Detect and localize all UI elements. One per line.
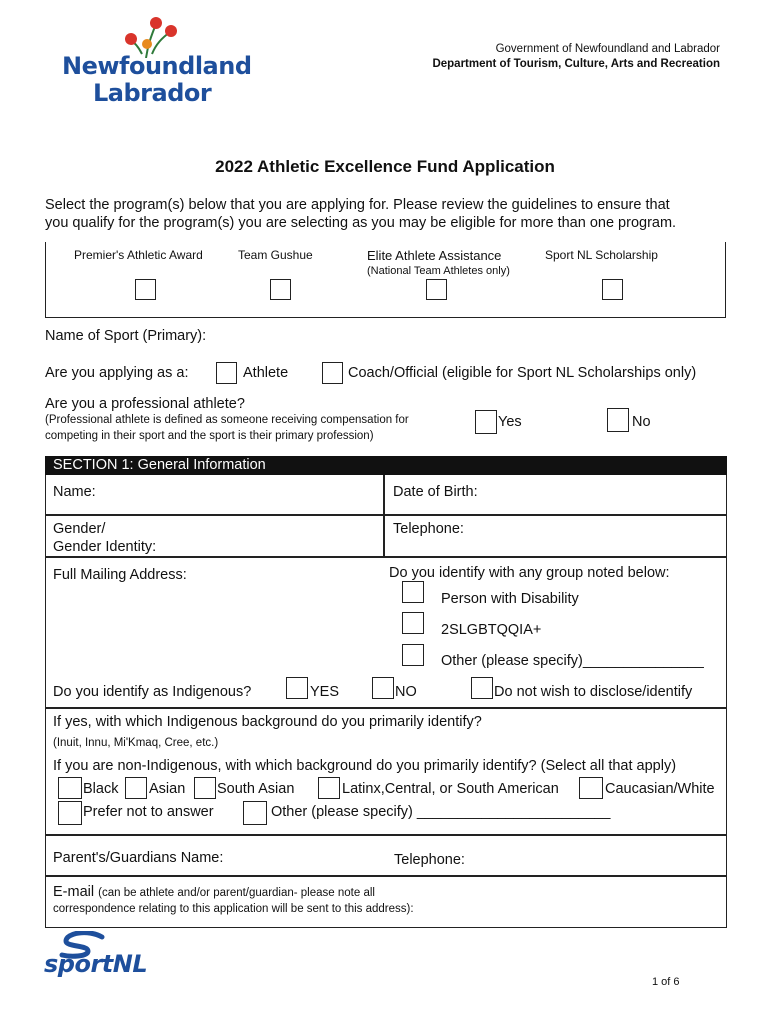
gender-label-line1: Gender/ bbox=[53, 521, 106, 537]
telephone-field-label: Telephone: bbox=[393, 521, 464, 537]
nonindigenous-question: If you are non-Indigenous, with which background do you primarily identify? (Select all that apply) bbox=[53, 758, 677, 774]
indigenous-nodisclose-checkbox[interactable] bbox=[471, 677, 493, 699]
email-label-line bbox=[53, 884, 375, 900]
other-background-label: Other (please specify) ________________________ bbox=[271, 804, 611, 820]
asian-label: Asian bbox=[149, 781, 186, 797]
indigenous-background-note: (Inuit, Innu, Mi'Kmaq, Cree, etc.) bbox=[53, 737, 219, 749]
athlete-label: Athlete bbox=[243, 365, 289, 381]
2slgbtqqia-checkbox[interactable] bbox=[402, 612, 424, 634]
professional-yes-checkbox[interactable] bbox=[475, 410, 497, 434]
government-name: Government of Newfoundland and Labrador bbox=[495, 43, 720, 55]
south-asian-label: South Asian bbox=[217, 781, 295, 797]
form-title: 2022 Athletic Excellence Fund Application bbox=[215, 157, 555, 176]
program-team-gushue-label: Team Gushue bbox=[238, 248, 313, 262]
section1-title: SECTION 1: General Information bbox=[53, 457, 266, 473]
south-asian-checkbox[interactable] bbox=[194, 777, 216, 799]
indigenous-background-question: If yes, with which Indigenous background do you primarily identify? bbox=[53, 714, 482, 730]
program-premiers-label: Premier's Athletic Award bbox=[74, 248, 203, 262]
email-note-line1: (can be athlete and/or parent/guardian- please note all bbox=[98, 887, 375, 899]
group-question: Do you identify with any group noted below: bbox=[389, 565, 670, 581]
other-group-label: Other (please specify)_______________ bbox=[441, 653, 704, 669]
professional-no-label: No bbox=[632, 414, 651, 430]
disability-checkbox[interactable] bbox=[402, 581, 424, 603]
sport-primary-label: Name of Sport (Primary): bbox=[45, 328, 207, 344]
guardian-name-label: Parent's/Guardians Name: bbox=[53, 850, 224, 866]
disability-label: Person with Disability bbox=[441, 591, 579, 607]
section1-header bbox=[45, 456, 727, 475]
other-background-checkbox[interactable] bbox=[243, 801, 267, 825]
black-label: Black bbox=[83, 781, 119, 797]
latinx-label: Latinx,Central, or South American bbox=[342, 781, 559, 797]
program-elite-label: Elite Athlete Assistance bbox=[367, 248, 502, 263]
indigenous-yes-label: YES bbox=[310, 684, 340, 700]
email-label: E-mail bbox=[53, 884, 95, 900]
indigenous-yes-checkbox[interactable] bbox=[286, 677, 308, 699]
intro-text-line1: Select the program(s) below that you are applying for. Please review the guidelines to ensure that bbox=[45, 197, 670, 213]
logo-text-newfoundland: Newfoundland bbox=[62, 52, 252, 80]
address-field-label: Full Mailing Address: bbox=[53, 567, 187, 583]
caucasian-label: Caucasian/White bbox=[605, 781, 715, 797]
email-note-line2: correspondence relating to this application will be sent to this address): bbox=[53, 903, 414, 915]
program-sportnl-label: Sport NL Scholarship bbox=[545, 248, 658, 262]
program-sportnl-checkbox[interactable] bbox=[602, 279, 623, 300]
program-premiers-checkbox[interactable] bbox=[135, 279, 156, 300]
program-elite-sublabel: (National Team Athletes only) bbox=[367, 265, 510, 277]
program-team-gushue-checkbox[interactable] bbox=[270, 279, 291, 300]
latinx-checkbox[interactable] bbox=[318, 777, 340, 799]
prefer-not-checkbox[interactable] bbox=[58, 801, 82, 825]
professional-note-line1: (Professional athlete is defined as someone receiving compensation for bbox=[45, 414, 409, 426]
prefer-not-label: Prefer not to answer bbox=[83, 804, 214, 820]
department-name: Department of Tourism, Culture, Arts and Recreation bbox=[432, 58, 720, 70]
guardian-telephone-label: Telephone: bbox=[394, 852, 465, 868]
professional-note-line2: competing in their sport and the sport is their primary profession) bbox=[45, 430, 374, 442]
sportnl-logo-text: sportNL bbox=[44, 950, 148, 978]
asian-checkbox[interactable] bbox=[125, 777, 147, 799]
coach-label: Coach/Official (eligible for Sport NL Scholarships only) bbox=[348, 365, 697, 381]
page-number: 1 of 6 bbox=[652, 976, 680, 988]
athlete-checkbox[interactable] bbox=[216, 362, 237, 384]
indigenous-no-label: NO bbox=[395, 684, 417, 700]
2slgbtqqia-label: 2SLGBTQQIA+ bbox=[441, 622, 542, 638]
coach-checkbox[interactable] bbox=[322, 362, 343, 384]
indigenous-no-checkbox[interactable] bbox=[372, 677, 394, 699]
black-checkbox[interactable] bbox=[58, 777, 82, 799]
logo-text-labrador: Labrador bbox=[93, 79, 212, 107]
professional-no-checkbox[interactable] bbox=[607, 408, 629, 432]
indigenous-nodisclose-label: Do not wish to disclose/identify bbox=[494, 684, 693, 700]
professional-yes-label: Yes bbox=[498, 414, 522, 430]
dob-field-label: Date of Birth: bbox=[393, 484, 478, 500]
applying-as-label: Are you applying as a: bbox=[45, 365, 189, 381]
other-group-checkbox[interactable] bbox=[402, 644, 424, 666]
professional-label: Are you a professional athlete? bbox=[45, 396, 245, 412]
program-elite-checkbox[interactable] bbox=[426, 279, 447, 300]
intro-text-line2: you qualify for the program(s) you are selecting as you may be eligible for more than one program. bbox=[45, 215, 677, 231]
gender-label-line2: Gender Identity: bbox=[53, 539, 157, 555]
caucasian-checkbox[interactable] bbox=[579, 777, 603, 799]
indigenous-question: Do you identify as Indigenous? bbox=[53, 684, 252, 700]
name-field-label: Name: bbox=[53, 484, 96, 500]
